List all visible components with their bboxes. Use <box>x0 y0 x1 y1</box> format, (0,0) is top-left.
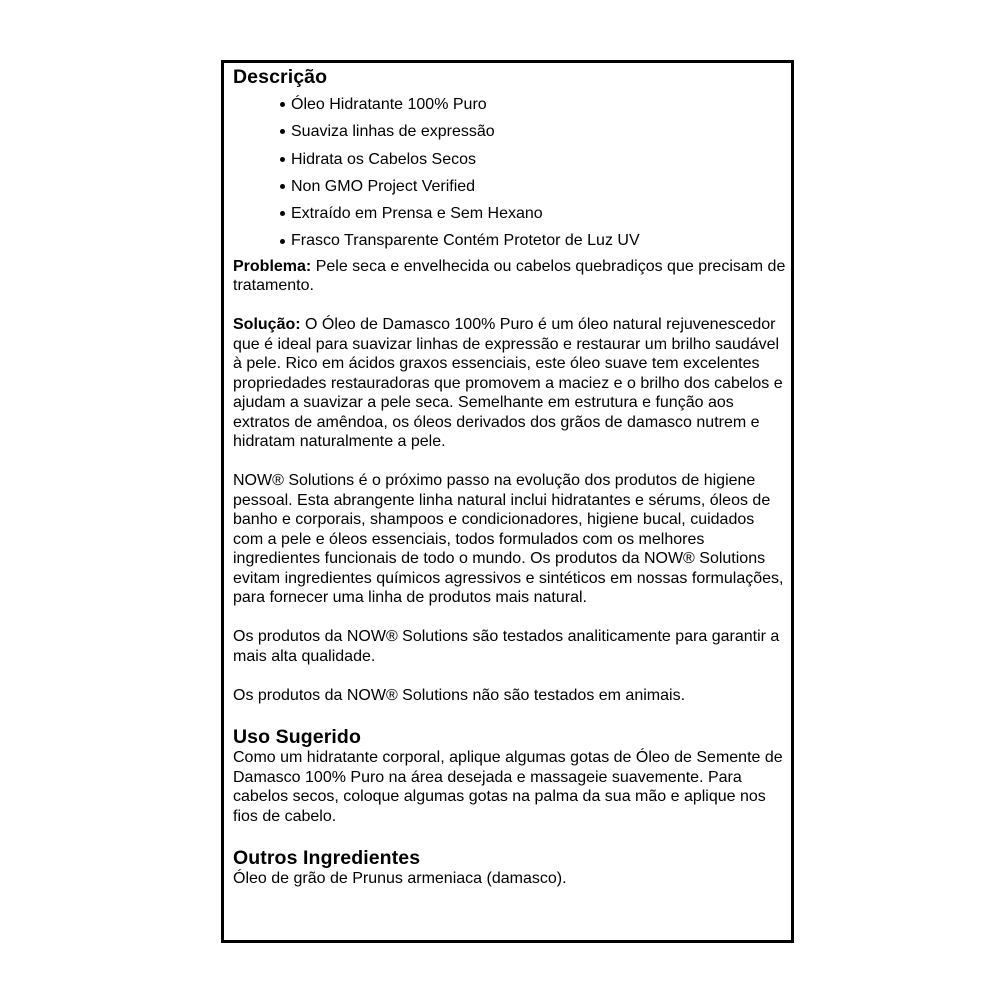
descricao-bullet-list <box>233 91 786 255</box>
outros-ingredientes-heading: Outros Ingredientes <box>233 847 421 870</box>
now-solutions-paragraph: NOW® Solutions é o próximo passo na evolução dos produtos de higiene pessoal. Esta abrangente linha natural inclui hidratantes e sérums, óleos de banho e corporais, shampoos e condicionadores, higiene bucal, cuidados com a pele e óleos essenciais, todos formulados com os melhores ingredientes funcionais de todo o mundo. Os produtos da NOW® Solutions evitam ingredientes químicos agressivos e sintéticos em nossas formulações, para fornecer uma linha de produtos mais natural. <box>233 472 784 607</box>
testados-paragraph: Os produtos da NOW® Solutions são testados analiticamente para garantir a mais alta qualidade. <box>233 628 780 665</box>
solucao-label: Solução: <box>233 316 301 334</box>
solucao-paragraph <box>233 315 786 452</box>
problema-label: Problema: <box>233 257 312 275</box>
bullet-text: Óleo Hidratante 100% Puro <box>291 96 487 113</box>
bullet-icon <box>280 102 285 107</box>
descricao-heading: Descrição <box>233 66 328 88</box>
solucao-text: O Óleo de Damasco 100% Puro é um óleo natural rejuvenescedor que é ideal para suavizar linhas de expressão e restaurar um brilho saudável à pele. Rico em ácidos graxos essenciais, este óleo suave tem excelentes propriedades restauradoras que promovem a maciez e o brilho dos cabelos e ajudam a suavizar a pele seca. Semelhante em estrutura e função aos extratos de amêndoa, os óleos derivados dos grãos de damasco nutrem e hidratam naturalmente a pele. <box>233 316 783 451</box>
bullet-item <box>280 91 786 118</box>
problema-paragraph <box>233 257 786 296</box>
uso-sugerido-paragraph: Como um hidratante corporal, aplique algumas gotas de Óleo de Semente de Damasco 100% Puro na área desejada e massageie suavemente. Para cabelos secos, coloque algumas gotas na palma da sua mão e aplique nos fios de cabelo. <box>233 749 783 825</box>
bullet-text: Suaviza linhas de expressão <box>291 123 495 141</box>
outros-ingredientes-paragraph: Óleo de grão de Prunus armeniaca (damasco). <box>233 870 567 888</box>
bullet-text: Hidrata os Cabelos Secos <box>291 150 476 168</box>
bullet-icon <box>280 211 285 216</box>
bullet-item <box>280 118 786 145</box>
bullet-text: Extraído em Prensa e Sem Hexano <box>291 205 543 223</box>
bullet-icon <box>280 184 285 189</box>
bullet-icon <box>280 239 285 244</box>
bullet-text: Non GMO Project Verified <box>291 177 476 195</box>
product-info-content <box>233 66 786 889</box>
bullet-item <box>280 227 786 254</box>
bullet-text: Frasco Transparente Contém Protetor de Luz UV <box>291 232 640 250</box>
animais-paragraph: Os produtos da NOW® Solutions não são testados em animais. <box>233 686 686 704</box>
problema-text: Pele seca e envelhecida ou cabelos quebradiços que precisam de tratamento. <box>233 257 786 295</box>
bullet-item <box>280 146 786 173</box>
bullet-icon <box>280 129 285 134</box>
bullet-icon <box>280 157 285 162</box>
product-info-box <box>221 60 794 943</box>
bullet-item <box>280 173 786 200</box>
bullet-item <box>280 200 786 227</box>
uso-sugerido-heading: Uso Sugerido <box>233 726 361 749</box>
